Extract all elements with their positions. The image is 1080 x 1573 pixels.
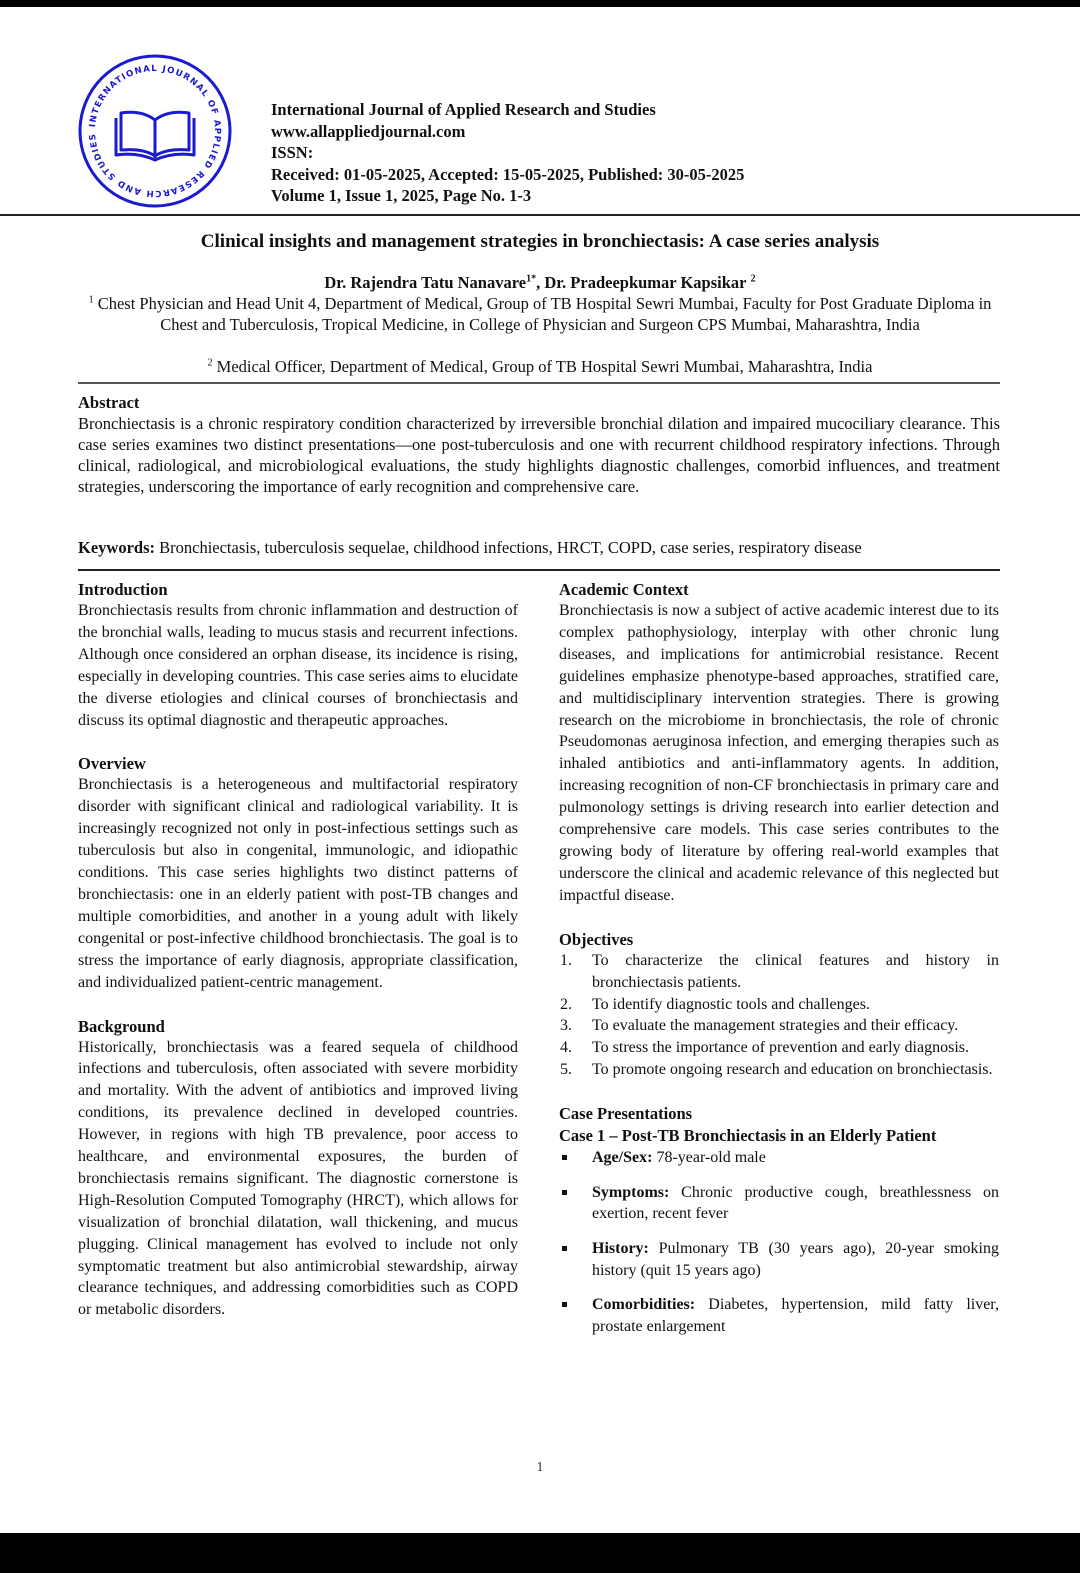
objectives-section [559, 929, 999, 1081]
objective-text: To characterize the clinical features and history in bronchiectasis patients. [592, 951, 999, 991]
objective-item [559, 1059, 999, 1081]
case-detail-item [559, 1238, 999, 1282]
overview-section [78, 753, 518, 993]
overview-text: Bronchiectasis is a heterogeneous and multifactorial respiratory disorder with significant clinical and radiological variability. It is increasingly recognized not only in post-infectious settings such as tuberculosis but also in congenital, immunologic, and idiopathic conditions. This case series highlights two distinct patterns of bronchiectasis: one in an elderly patient with post-TB changes and multiple comorbidities, and another in a young adult with likely congenital or post-infective childhood bronchiectasis. The goal is to stress the importance of early diagnosis, appropriate classification, and individualized patient-centric management. [78, 776, 518, 991]
affiliation-superscript: 1 [88, 294, 94, 306]
volume-issue: Volume 1, Issue 1, 2025, Page No. 1-3 [271, 186, 532, 205]
keywords-divider [78, 569, 1000, 571]
objective-text: To identify diagnostic tools and challenges. [592, 995, 870, 1013]
journal-seal-icon [76, 52, 234, 210]
case-detail-text: Chronic productive cough, breathlessness on exertion, recent fever [592, 1183, 999, 1223]
case-detail-label: Age/Sex: [592, 1149, 653, 1167]
abstract-heading: Abstract [78, 393, 140, 412]
overview-heading: Overview [78, 754, 146, 774]
objective-item [559, 950, 999, 994]
objective-text: To promote ongoing research and education on bronchiectasis. [592, 1061, 993, 1079]
case-presentations-heading: Case Presentations [559, 1104, 693, 1124]
journal-logo [76, 52, 234, 210]
journal-info-block [271, 99, 744, 207]
case-detail-text: 78-year-old male [652, 1149, 766, 1167]
case-detail-item [559, 1294, 999, 1338]
case-detail-text: Pulmonary TB (30 years ago), 20-year smoking history (quit 15 years ago) [592, 1239, 999, 1279]
objective-item [559, 994, 999, 1016]
introduction-text: Bronchiectasis results from chronic inflammation and destruction of the bronchial walls, leading to mucus stasis and recurrent infections. Although once considered an orphan disease, its incidence is rising, especially in developing countries. This case series aims to elucidate the diverse etiologies and clinical courses of bronchiectasis and discuss its optimal diagnostic and therapeutic approaches. [78, 602, 518, 729]
author-name: Dr. Pradeepkumar Kapsikar [544, 273, 747, 292]
keywords-line [78, 537, 1000, 558]
right-column [559, 579, 999, 1360]
article-title: Clinical insights and management strategies in bronchiectasis: A case series analysis [200, 231, 880, 252]
bottom-black-band [0, 1533, 1080, 1573]
academic-context-heading: Academic Context [559, 580, 689, 599]
author-superscript: 1* [526, 273, 537, 285]
page-number: 1 [536, 1460, 544, 1475]
background-section [78, 1016, 518, 1322]
objectives-list [559, 950, 999, 1081]
case-1-heading: Case 1 – Post-TB Bronchiectasis in an Elderly Patient [559, 1126, 937, 1146]
affiliation-text: Chest Physician and Head Unit 4, Department of Medical, Group of TB Hospital Sewri Mumbai, Faculty for Post Graduate Diploma in Chest and Tuberculosis, Tropical Medicine, in College of Physician and Surgeon CPS Mumbai, Maharashtra, India [97, 294, 992, 334]
author-name: Dr. Rajendra Tatu Nanavare [324, 273, 527, 292]
author-line [0, 272, 1080, 293]
objective-text: To evaluate the management strategies and their efficacy. [592, 1017, 959, 1035]
case-presentations-section [559, 1103, 999, 1338]
keywords-text: Bronchiectasis, tuberculosis sequelae, childhood infections, HRCT, COPD, case series, respiratory disease [155, 538, 862, 557]
case-detail-item [559, 1147, 999, 1169]
affiliation-2 [80, 356, 1000, 377]
objective-item [559, 1037, 999, 1059]
top-black-band [0, 0, 1080, 7]
affiliation-divider [78, 382, 1000, 384]
introduction-heading: Introduction [78, 580, 168, 599]
objective-number: 4. [560, 1039, 572, 1057]
affiliation-superscript: 2 [207, 357, 213, 369]
svg-text:INTERNATIONAL JOURNAL OF APPLI: INTERNATIONAL JOURNAL OF APPLIED RESEARCH AND STUDIES [87, 63, 223, 199]
publication-dates: Received: 01-05-2025, Accepted: 15-05-2025, Published: 30-05-2025 [271, 164, 745, 184]
left-column [78, 579, 518, 1343]
objective-number: 2. [560, 995, 572, 1013]
abstract-text: Bronchiectasis is a chronic respiratory condition characterized by irreversible bronchial dilation and impaired mucociliary clearance. This case series examines two distinct presentations—one post-tuberculosis and one with recurrent childhood respiratory infections. Through clinical, radiological, and microbiological evaluations, the study highlights diagnostic challenges, comorbid influences, and treatment strategies, underscoring the importance of early recognition and comprehensive care. [78, 414, 1000, 496]
affiliation-text: Medical Officer, Department of Medical, Group of TB Hospital Sewri Mumbai, Maharashtra, India [216, 357, 873, 376]
case-1-details [559, 1147, 999, 1338]
objective-number: 3. [560, 1017, 572, 1035]
background-heading: Background [78, 1016, 165, 1036]
objective-number: 1. [560, 951, 572, 969]
background-text: Historically, bronchiectasis was a feared sequela of childhood infections and tuberculosis, often associated with severe morbidity and mortality. With the advent of antibiotics and improved living conditions, its prevalence declined in developed countries. However, in regions with high TB prevalence, poor access to healthcare, and environmental exposures, the burden of bronchiectasis remains significant. The diagnostic cornerstone is High-Resolution Computed Tomography (HRCT), which allows for visualization of bronchial dilatation, wall thickening, and mucus plugging. Clinical management has evolved to include not only symptomatic treatment but also antimicrobial stewardship, airway clearance techniques, and addressing comorbidities such as COPD or metabolic disorders. [78, 1038, 518, 1319]
objective-item [559, 1015, 999, 1037]
square-bullet-icon [562, 1246, 567, 1251]
academic-context-text: Bronchiectasis is now a subject of active academic interest due to its complex pathophysiology, interplay with other chronic lung diseases, and implications for antimicrobial resistance. Recent guidelines emphasize phenotype-based approaches, stratified care, and multidisciplinary intervention strategies. There is growing research on the microbiome in bronchiectasis, the role of chronic Pseudomonas aeruginosa infection, and emerging therapies such as inhaled antibiotics and anti-inflammatory agents. In addition, increasing recognition of non-CF bronchiectasis in primary care and pulmonology settings is driving research into earlier detection and comprehensive care models. This case series contributes to the growing body of literature by offering real-world examples that underscore the clinical and academic relevance of this neglected but impactful disease. [559, 602, 999, 904]
objectives-heading: Objectives [559, 929, 634, 949]
objective-number: 5. [560, 1061, 572, 1079]
objective-text: To stress the importance of prevention and early diagnosis. [592, 1039, 969, 1057]
academic-context-section [559, 579, 999, 907]
introduction-section [78, 579, 518, 731]
square-bullet-icon [562, 1155, 567, 1160]
journal-website: www.allappliedjournal.com [271, 121, 466, 141]
case-detail-label: History: [592, 1239, 649, 1257]
case-detail-label: Symptoms: [592, 1183, 670, 1201]
journal-name: International Journal of Applied Research and Studies [271, 100, 656, 119]
header-divider [0, 214, 1080, 216]
square-bullet-icon [562, 1302, 567, 1307]
affiliation-1 [80, 293, 1000, 335]
keywords-label: Keywords: [78, 538, 155, 557]
open-book-icon [116, 112, 194, 160]
author-superscript: 2 [750, 273, 756, 285]
journal-issn: ISSN: [271, 143, 314, 162]
author-separator: , [536, 273, 545, 292]
case-detail-label: Comorbidities: [592, 1296, 696, 1314]
case-detail-text: Diabetes, hypertension, mild fatty liver, prostate enlargement [592, 1296, 999, 1336]
square-bullet-icon [562, 1190, 567, 1195]
abstract-section [78, 392, 1000, 497]
case-detail-item [559, 1182, 999, 1226]
